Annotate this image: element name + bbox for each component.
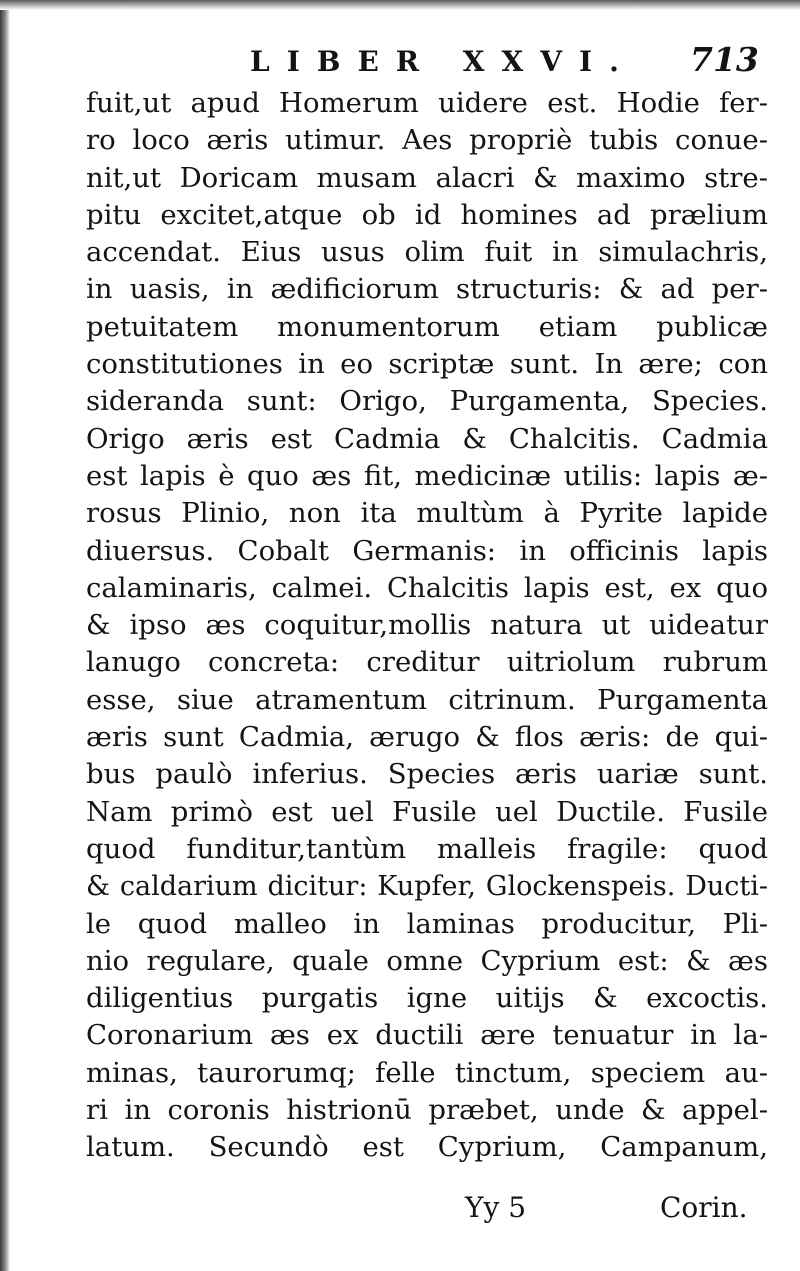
text-line: Coronarium æs ex ductili ære tenuatur in la-	[86, 1019, 768, 1052]
text-line: in uasis, in ædificiorum structuris: & ad per-	[86, 273, 768, 306]
catchword-line	[0, 1188, 800, 1228]
text-line: diuersus. Cobalt Germanis: in officinis lapis	[86, 534, 768, 567]
text-line: est lapis è quo æs fit, medicinæ utilis: lapis æ-	[86, 459, 768, 492]
text-line: æris sunt Cadmia, ærugo & flos æris: de qui-	[86, 721, 768, 754]
text-line: fuit,ut apud Homerum uidere est. Hodie fer-	[86, 87, 768, 119]
text-line: ri in coronis histrionū præbet, unde & appel-	[86, 1094, 768, 1127]
text-line: bus paulò inferius. Species æris uariæ sunt.	[86, 758, 768, 791]
text-line: calaminaris, calmei. Chalcitis lapis est, ex quo	[86, 571, 768, 604]
signature-mark: Yy 5	[465, 1191, 527, 1224]
text-line: Nam primò est uel Fusile uel Ductile. Fusile	[86, 795, 768, 828]
running-head: LIBER XXVI.	[250, 45, 636, 78]
text-line: le quod malleo in laminas producitur, Pli-	[86, 907, 768, 940]
text-line: latum. Secundò est Cyprium, Campanum,	[86, 1131, 768, 1164]
text-line: pitu excitet,atque ob id homines ad prælium	[86, 198, 768, 231]
text-line: lanugo concreta: creditur uitriolum rubrum	[86, 646, 768, 679]
catchword: Corin.	[660, 1191, 748, 1224]
text-line: & ipso æs coquitur,mollis natura ut uideatur	[86, 609, 768, 642]
text-line: petuitatem monumentorum etiam publicæ	[86, 310, 768, 343]
text-line: ro loco æris utimur. Aes propriè tubis conue-	[86, 124, 768, 157]
text-line: Origo æris est Cadmia & Chalcitis. Cadmia	[86, 422, 768, 455]
text-line: diligentius purgatis igne uitijs & excoctis.	[86, 982, 768, 1015]
text-line: accendat. Eius usus olim fuit in simulachris,	[86, 236, 768, 269]
text-line: constitutiones in eo scriptæ sunt. In ære; con	[86, 348, 768, 381]
text-line: rosus Plinio, non ita multùm à Pyrite lapide	[86, 497, 768, 530]
text-line: sideranda sunt: Origo, Purgamenta, Species.	[86, 385, 768, 418]
text-line: nit,ut Doricam musam alacri & maximo stre-	[86, 161, 768, 194]
text-line: minas, taurorumq; felle tinctum, speciem au-	[86, 1056, 768, 1089]
body-text	[86, 85, 768, 1167]
text-line: esse, siue atramentum citrinum. Purgamenta	[86, 683, 768, 716]
text-line: & caldarium dicitur: Kupfer, Glockenspeis. Ducti-	[86, 871, 768, 903]
page-number: 713	[690, 40, 759, 79]
text-line: quod funditur,tantùm malleis fragile: quod	[86, 832, 768, 865]
text-line: nio regulare, quale omne Cyprium est: & æs	[86, 944, 768, 977]
